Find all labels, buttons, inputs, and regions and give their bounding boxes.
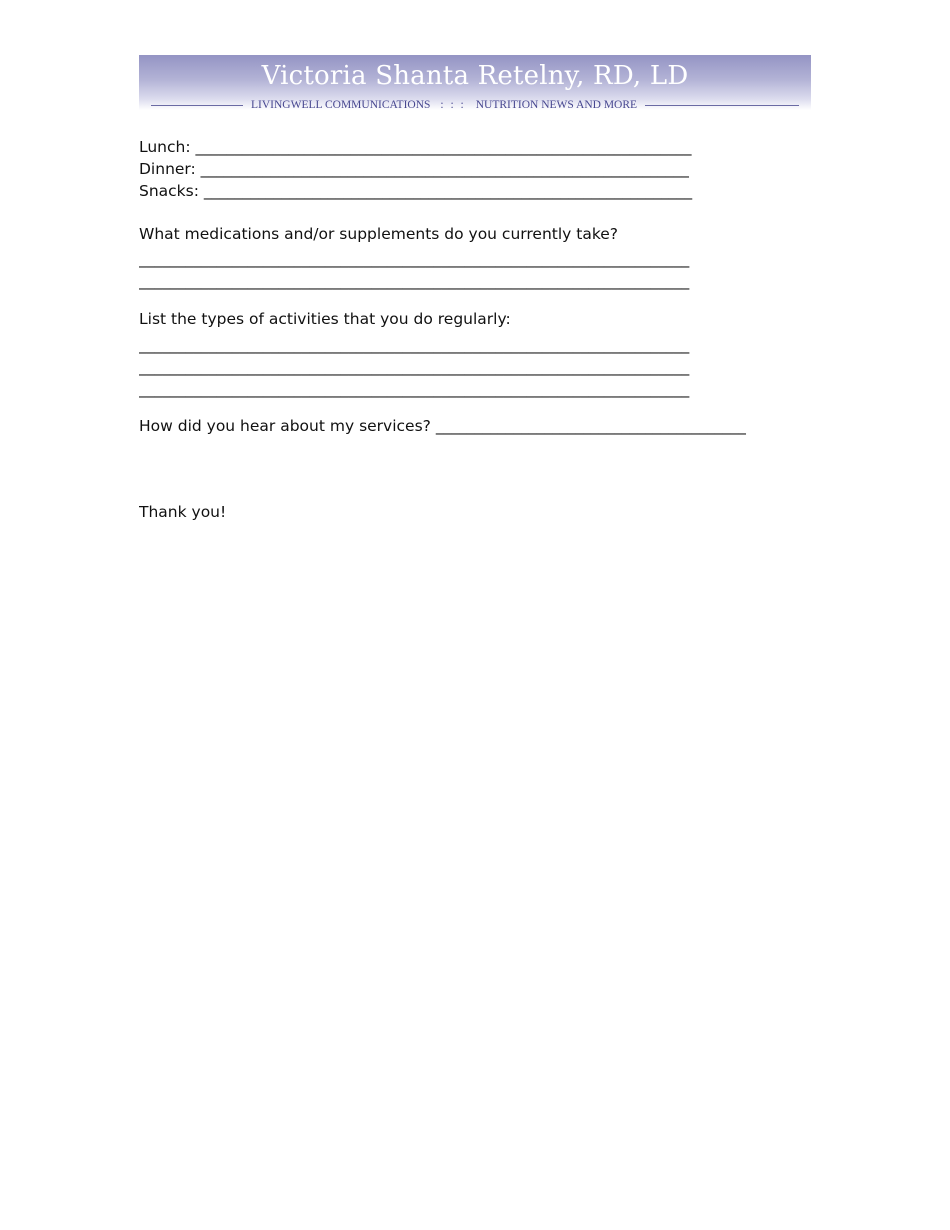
letterhead-tagline [151, 99, 799, 111]
tagline-separator: : : : [440, 99, 466, 111]
dinner-field[interactable]: Dinner: _______________________________________________________________ [139, 160, 689, 178]
activities-answer-line-2[interactable]: _______________________________________________________________________ [139, 358, 690, 376]
tagline-rule-left [151, 105, 243, 106]
lunch-field[interactable]: Lunch: ________________________________________________________________ [139, 138, 692, 156]
closing-text: Thank you! [139, 503, 227, 521]
letterhead-banner [139, 55, 811, 110]
activities-answer-line-3[interactable]: _______________________________________________________________________ [139, 380, 690, 398]
medications-question: What medications and/or supplements do you currently take? [139, 225, 619, 243]
activities-question: List the types of activities that you do regularly: [139, 310, 511, 328]
referral-field[interactable]: How did you hear about my services? ________________________________________ [139, 417, 746, 435]
snacks-field[interactable]: Snacks: _______________________________________________________________ [139, 182, 693, 200]
tagline-right: NUTRITION NEWS AND MORE [475, 99, 638, 111]
medications-answer-line-1[interactable]: _______________________________________________________________________ [139, 250, 690, 268]
tagline-rule-right [645, 105, 799, 106]
tagline-left: LIVINGWELL COMMUNICATIONS [251, 99, 431, 111]
activities-answer-line-1[interactable]: _______________________________________________________________________ [139, 336, 690, 354]
medications-answer-line-2[interactable]: _______________________________________________________________________ [139, 272, 690, 290]
letterhead-name: Victoria Shanta Retelny, RD, LD [261, 61, 689, 91]
